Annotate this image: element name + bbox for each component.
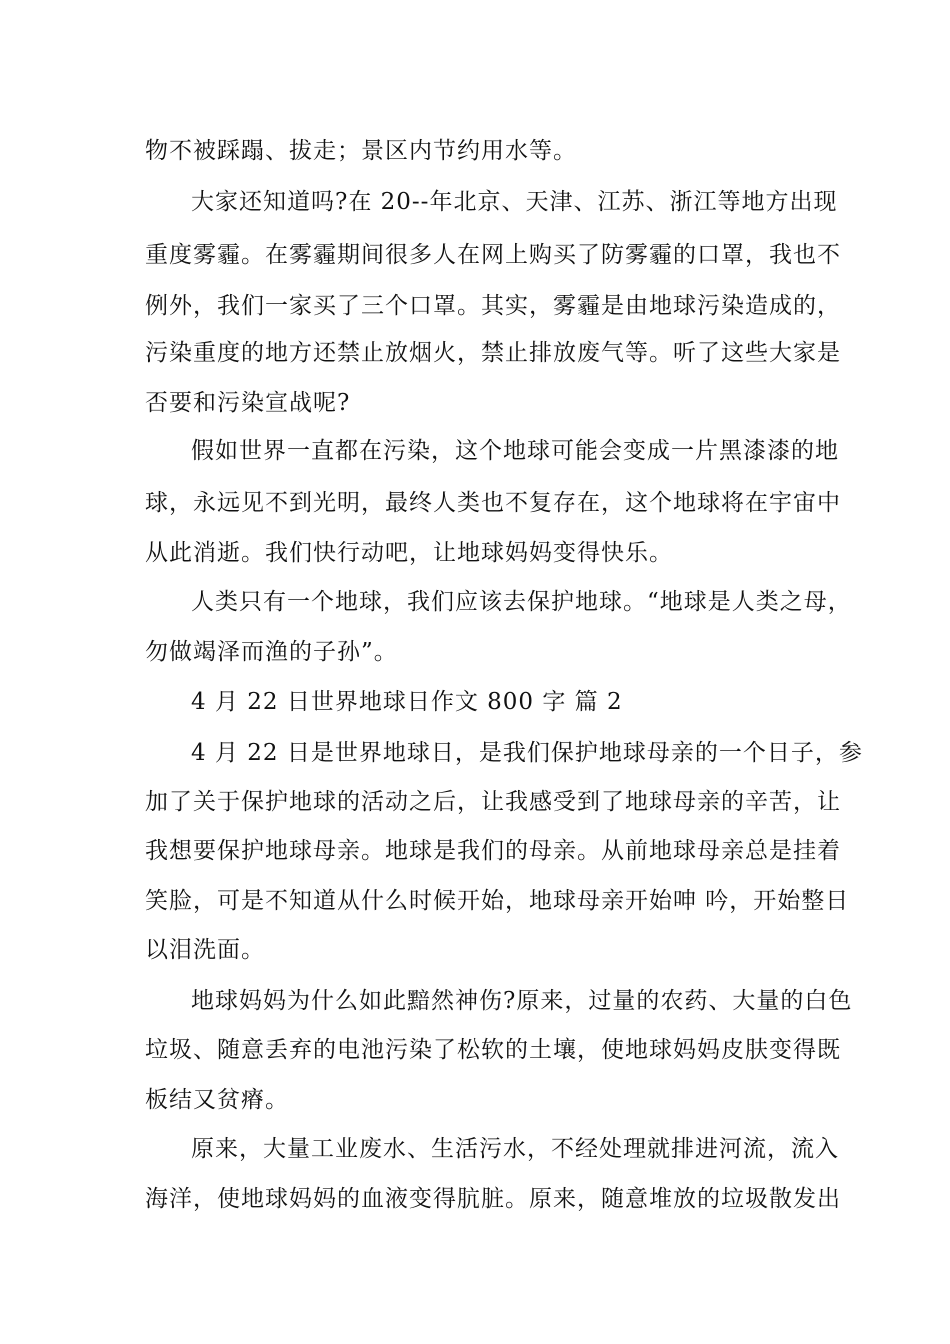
text-line: 垃圾、随意丢弃的电池污染了松软的土壤，使地球妈妈皮肤变得既: [145, 1037, 841, 1063]
text-line: 例外，我们一家买了三个口罩。其实，雾霾是由地球污染造成的，: [145, 293, 841, 319]
paragraph-start-line: 地球妈妈为什么如此黯然神伤?原来，过量的农药、大量的白色: [191, 988, 853, 1014]
text-line: 以泪洗面。: [145, 937, 265, 963]
paragraph-start-line: 人类只有一个地球，我们应该去保护地球。“地球是人类之母，: [191, 589, 852, 615]
paragraph-start-line: 原来，大量工业废水、生活污水，不经处理就排进河流，流入: [191, 1136, 839, 1162]
text-line: 勿做竭泽而渔的子孙”。: [145, 639, 398, 665]
text-line: 否要和污染宣战呢?: [145, 390, 351, 416]
text-line: 笑脸，可是不知道从什么时候开始，地球母亲开始呻 吟，开始整日: [145, 888, 850, 914]
paragraph-start-line: 4 月 22 日是世界地球日，是我们保护地球母亲的一个日子，参: [191, 740, 863, 766]
paragraph-start-line: 假如世界一直都在污染，这个地球可能会变成一片黑漆漆的地: [191, 438, 839, 464]
text-line: 我想要保护地球母亲。地球是我们的母亲。从前地球母亲总是挂着: [145, 838, 841, 864]
text-line: 海洋，使地球妈妈的血液变得肮脏。原来，随意堆放的垃圾散发出: [145, 1186, 841, 1212]
text-line: 板结又贫瘠。: [145, 1087, 289, 1113]
text-line: 加了关于保护地球的活动之后，让我感受到了地球母亲的辛苦，让: [145, 789, 841, 815]
text-line: 重度雾霾。在雾霾期间很多人在网上购买了防雾霾的口罩，我也不: [145, 242, 841, 268]
text-line: 污染重度的地方还禁止放烟火，禁止排放废气等。听了这些大家是: [145, 340, 841, 366]
paragraph-start-line: 大家还知道吗?在 20--年北京、天津、江苏、浙江等地方出现: [191, 189, 838, 215]
section-heading: 4 月 22 日世界地球日作文 800 字 篇 2: [191, 689, 623, 715]
text-line: 物不被踩蹋、拔走；景区内节约用水等。: [145, 138, 577, 164]
text-line: 球，永远见不到光明，最终人类也不复存在，这个地球将在宇宙中: [145, 490, 841, 516]
text-line: 从此消逝。我们快行动吧，让地球妈妈变得快乐。: [145, 540, 673, 566]
